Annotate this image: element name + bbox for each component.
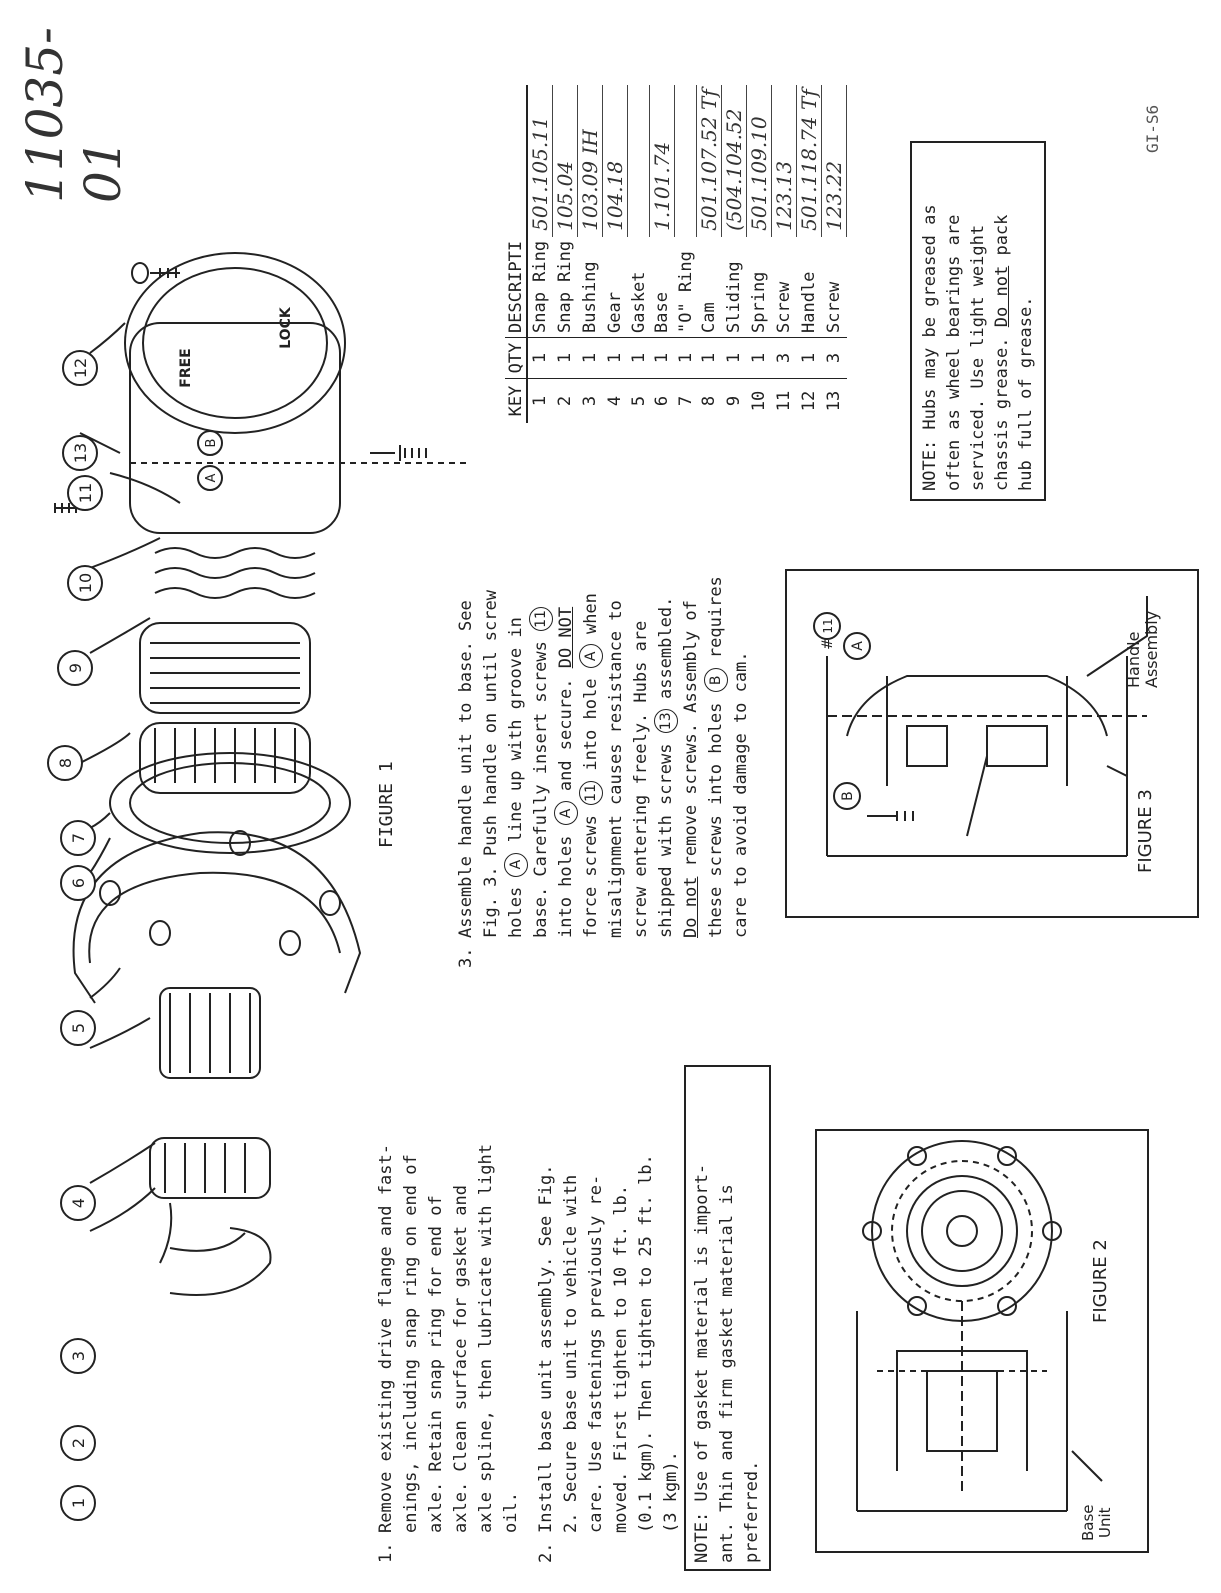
- circle-11: 11: [529, 607, 553, 631]
- step3-line: holes A line up with groove in: [506, 617, 526, 938]
- step3-line: shipped with screws 13 assembled.: [656, 596, 676, 938]
- figure2-box: [815, 1129, 1149, 1553]
- letter-b-text: B: [204, 438, 219, 448]
- fig3-a-text: A: [850, 641, 866, 651]
- step3-line: force screws 11 into hole A when: [581, 593, 601, 938]
- step3-line: these screws into holes B requires: [706, 576, 726, 938]
- callout-4-text: 4: [69, 1197, 88, 1209]
- circle-a: A: [579, 644, 603, 668]
- grease-note-line: often as wheel bearings are: [944, 214, 964, 491]
- step3-line: Fig. 3. Push handle on until screw: [481, 590, 501, 938]
- circle-11: 11: [579, 781, 603, 805]
- step3-line: base. Carefully insert screws 11: [529, 498, 554, 938]
- table-row: 11 3 Screw 123.13: [772, 85, 797, 423]
- circle-a: A: [504, 853, 528, 877]
- step1-line: axle. Clean surface for gasket and: [451, 1185, 471, 1533]
- grease-note-line: hub full of grease.: [1016, 296, 1036, 491]
- grease-note-box: [910, 141, 1046, 501]
- callout-1-text: 1: [69, 1497, 88, 1509]
- callout-8-text: 8: [56, 757, 75, 769]
- step2-line: moved. First tighten to 10 ft. lb.: [611, 1185, 631, 1533]
- table-row: 12 1 Handle 501.118.74 Tf: [797, 85, 822, 423]
- step1-number: 1.: [376, 1542, 396, 1563]
- circle-b: B: [704, 668, 728, 692]
- parts-table: [505, 85, 847, 423]
- step2-line: (0.1 kgm). Then tighten to 25 ft. lb.: [636, 1154, 656, 1533]
- step3-number: 3.: [456, 947, 476, 968]
- parts-table-header: [505, 85, 527, 423]
- callout-5-text: 5: [69, 1022, 88, 1034]
- handwritten-number: 11035-01: [16, 27, 132, 203]
- figure3-label-line1: Handle: [1124, 631, 1143, 688]
- figure2-label-line1: Base: [1079, 1504, 1097, 1541]
- callout-10-text: 10: [76, 572, 95, 594]
- callout-3-text: 3: [69, 1350, 88, 1362]
- step2-text: [534, 1073, 684, 1533]
- doc-code: GI-S6: [1143, 104, 1162, 153]
- step1-line: Remove existing drive flange and fast-: [376, 1144, 396, 1533]
- gasket-note-line: preferred.: [742, 1460, 762, 1563]
- table-row: 9 1 Sliding (504.104.52: [722, 85, 747, 423]
- figure2-caption: FIGURE 2: [1090, 1239, 1111, 1323]
- table-row: 2 1 Snap Ring 105.04: [553, 85, 578, 423]
- step1-line: enings, including snap ring on end of: [401, 1154, 421, 1533]
- figure2-label-line2: Unit: [1096, 1507, 1114, 1539]
- figure3-label-line2: Assembly: [1142, 610, 1161, 688]
- gasket-note-line: NOTE: Use of gasket material is import-: [692, 1163, 712, 1563]
- table-row: 10 1 Spring 501.109.10: [747, 85, 772, 423]
- step3-line: care to avoid damage to cam.: [731, 651, 751, 938]
- figure1-caption: FIGURE 1: [376, 761, 397, 848]
- leader-1: [160, 1203, 171, 1263]
- circle-a: A: [554, 801, 578, 825]
- table-row: 5 1 Gasket: [628, 85, 650, 423]
- step3-line: Assemble handle unit to base. See: [456, 600, 476, 938]
- callout-9-text: 9: [66, 662, 85, 674]
- cap-free-text: FREE: [178, 348, 194, 388]
- step1-text: [374, 1073, 524, 1533]
- step3-line: misalignment causes resistance to: [606, 600, 626, 938]
- fig3-11-text: 11: [821, 618, 835, 634]
- callout-13-text: 13: [71, 442, 90, 464]
- gasket-note-line: ant. Thin and firm gasket material is: [717, 1184, 737, 1563]
- fig3-hash-text: #: [820, 638, 836, 650]
- callout-7-text: 7: [69, 832, 88, 844]
- circle-13: 13: [654, 709, 678, 733]
- table-row: 7 1 "O" Ring: [675, 85, 697, 423]
- table-row: 8 1 Cam 501.107.52 Tf: [697, 85, 722, 423]
- step2-number: 2.: [536, 1542, 556, 1563]
- step3-line: Do not remove screws. Assembly of: [681, 600, 701, 938]
- figure2-drawing: [817, 1131, 1147, 1551]
- step2-line: care. Use fastenings previously re-: [586, 1174, 606, 1533]
- table-row: 13 3 Screw 123.22: [822, 85, 847, 423]
- header-key: KEY: [505, 379, 527, 424]
- header-desc: DESCRIPTI: [505, 237, 527, 338]
- grease-note-line: serviced. Use light weight: [968, 224, 988, 491]
- table-row: 3 1 Bushing 103.09 IH: [578, 85, 603, 423]
- step2-line: 2. Secure base unit to vehicle with: [561, 1174, 581, 1533]
- step3-line: into holes A and secure. DO NOT: [556, 606, 576, 938]
- table-row: 1 1 Snap Ring 501.105.11: [527, 85, 553, 423]
- figure3-caption: FIGURE 3: [1135, 789, 1156, 873]
- gasket-note-box: [684, 1065, 771, 1571]
- step2-line: Install base unit assembly. See Fig.: [536, 1164, 556, 1533]
- callout-11-text: 11: [76, 482, 95, 504]
- figure2-label: [1080, 1504, 1114, 1541]
- step3-text: [454, 498, 754, 938]
- table-row: 6 1 Base 1.101.74: [650, 85, 675, 423]
- letter-a-text: A: [204, 473, 219, 483]
- step3-line: screw entering freely. Hubs are: [631, 620, 651, 938]
- cap-lock-text: LOCK: [278, 307, 294, 349]
- header-qty: QTY: [505, 338, 527, 379]
- fig3-b-text: B: [840, 791, 856, 801]
- table-row: 4 1 Gear 104.18: [603, 85, 628, 423]
- step2-line: (3 kgm).: [661, 1451, 681, 1533]
- parts-table-wrap: [505, 85, 847, 423]
- callout-12-text: 12: [71, 357, 90, 379]
- callout-6-text: 6: [69, 877, 88, 889]
- grease-note-line: NOTE: Hubs may be greased as: [920, 204, 940, 491]
- step1-line: axle. Retain snap ring for end of: [426, 1195, 446, 1533]
- step1-line: oil.: [501, 1492, 521, 1533]
- callout-2-text: 2: [69, 1437, 88, 1449]
- grease-note-line: chassis grease. Do not pack: [992, 214, 1012, 491]
- step1-line: axle spline, then lubricate with light: [476, 1144, 496, 1533]
- figure3-label: [1125, 611, 1161, 688]
